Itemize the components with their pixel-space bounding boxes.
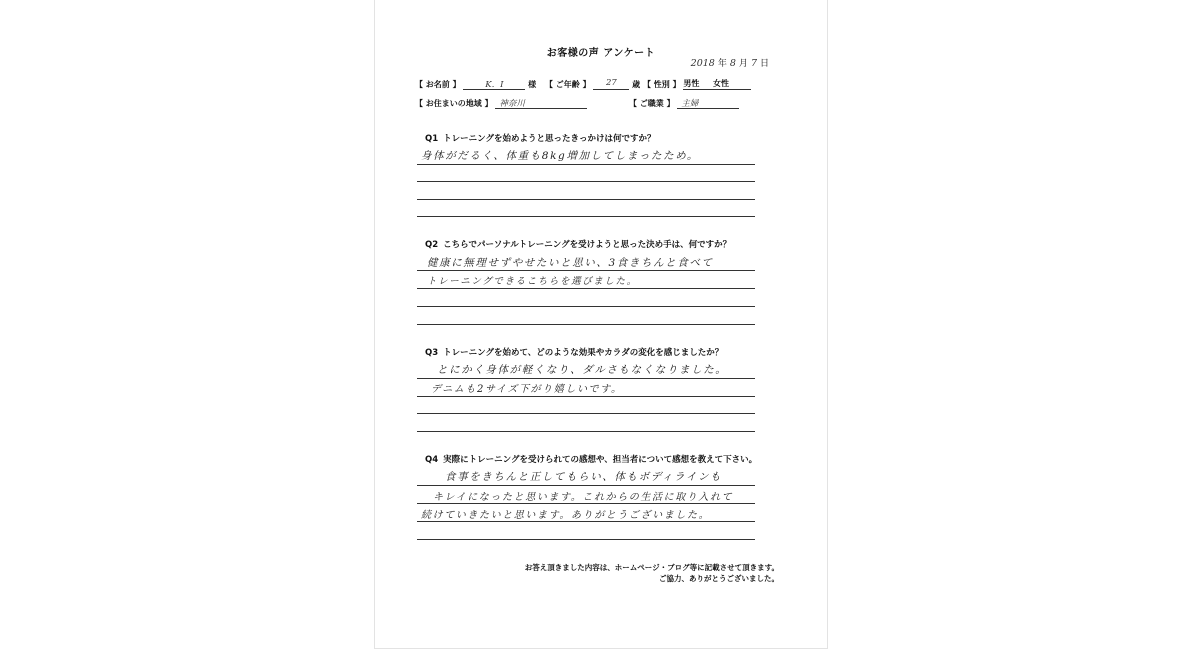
survey-sheet xyxy=(374,0,828,649)
area-field xyxy=(415,97,587,109)
date-month-unit: 月 xyxy=(738,59,748,69)
answer-rule xyxy=(417,431,755,432)
question-text: トレーニングを始めようと思ったきっかけは何ですか？ xyxy=(443,134,656,144)
answer-rule xyxy=(417,396,755,397)
q4-answer-line-1: 食事をきちんと正してもらい、体もボディラインも xyxy=(445,471,723,483)
gender-label: 【 性別 】 xyxy=(643,80,681,89)
q1-answer-line-1: 身体がだるく、体重も8kg増加してしまったため。 xyxy=(421,150,700,162)
date-month: 8 xyxy=(729,58,736,69)
q2-answer-line-1: 健康に無理せずやせたいと思い、3食きちんと食べて xyxy=(427,257,714,269)
question-2 xyxy=(425,238,731,250)
footer-notice: お答え頂きました内容は、ホームページ・ブログ等に記載させて頂きます。 xyxy=(524,563,779,572)
survey-title: お客様の声 アンケート xyxy=(546,48,656,59)
job-value: 主婦 xyxy=(681,99,699,109)
job-value-line xyxy=(677,97,739,109)
answer-rule xyxy=(417,288,755,289)
area-value: 神奈川 xyxy=(499,99,525,109)
age-suffix: 歳 xyxy=(632,80,641,89)
answer-rule xyxy=(417,181,755,182)
name-value: K．I xyxy=(485,80,504,90)
question-number: Q3 xyxy=(425,348,439,358)
gender-male: 男性 xyxy=(683,79,700,88)
q4-answer-line-2: キレイになったと思います。これからの生活に取り入れて xyxy=(433,492,734,503)
age-value: 27 xyxy=(605,78,617,88)
job-field xyxy=(629,97,739,109)
age-label: 【 ご年齢 】 xyxy=(545,80,591,89)
name-value-line xyxy=(463,78,525,90)
answer-rule xyxy=(417,164,755,165)
q4-answer-line-3: 続けていきたいと思います。ありがとうございました。 xyxy=(421,510,711,521)
answer-rule xyxy=(417,270,755,271)
age-field xyxy=(545,78,640,90)
gender-field xyxy=(643,78,751,90)
answer-rule xyxy=(417,199,755,200)
answer-rule xyxy=(417,324,755,325)
date-year: 2018 xyxy=(690,58,715,69)
date-year-unit: 年 xyxy=(717,59,727,69)
q3-answer-line-1: とにかく身体が軽くなり、ダルさもなくなりました。 xyxy=(437,364,728,376)
q2-answer-line-2: トレーニングできるこちらを選びました。 xyxy=(427,276,638,287)
question-number: Q1 xyxy=(425,134,439,144)
gender-options-line xyxy=(683,78,751,90)
answer-rule xyxy=(417,413,755,414)
answer-rule xyxy=(417,539,755,540)
question-3 xyxy=(425,346,723,358)
answer-rule xyxy=(417,306,755,307)
job-label: 【 ご職業 】 xyxy=(629,99,675,108)
area-value-line xyxy=(495,97,587,109)
question-number: Q4 xyxy=(425,455,439,465)
age-value-line xyxy=(593,78,629,90)
date-day: 7 xyxy=(750,58,757,69)
date-day-unit: 日 xyxy=(759,59,769,69)
question-text: トレーニングを始めて、どのような効果やカラダの変化を感じましたか？ xyxy=(443,348,724,358)
name-field xyxy=(415,78,536,90)
question-4 xyxy=(425,453,757,465)
name-suffix: 様 xyxy=(528,80,537,89)
survey-date xyxy=(688,56,769,69)
answer-rule xyxy=(417,378,755,379)
name-label: 【 お名前 】 xyxy=(415,80,461,89)
answer-rule xyxy=(417,216,755,217)
question-1 xyxy=(425,132,655,144)
answer-rule xyxy=(417,485,755,486)
footer-thanks: ご協力、ありがとうございました。 xyxy=(659,574,779,583)
answer-rule xyxy=(417,503,755,504)
question-text: 実際にトレーニングを受けられての感想や、担当者について感想を教えて下さい。 xyxy=(443,455,758,465)
q3-answer-line-2: デニムも2サイズ下がり嬉しいです。 xyxy=(431,384,623,395)
question-number: Q2 xyxy=(425,240,439,250)
gender-female: 女性 xyxy=(712,79,729,88)
answer-rule xyxy=(417,521,755,522)
area-label: 【 お住まいの地域 】 xyxy=(415,99,493,108)
question-text: こちらでパーソナルトレーニングを受けようと思った決め手は、何ですか？ xyxy=(443,240,732,250)
